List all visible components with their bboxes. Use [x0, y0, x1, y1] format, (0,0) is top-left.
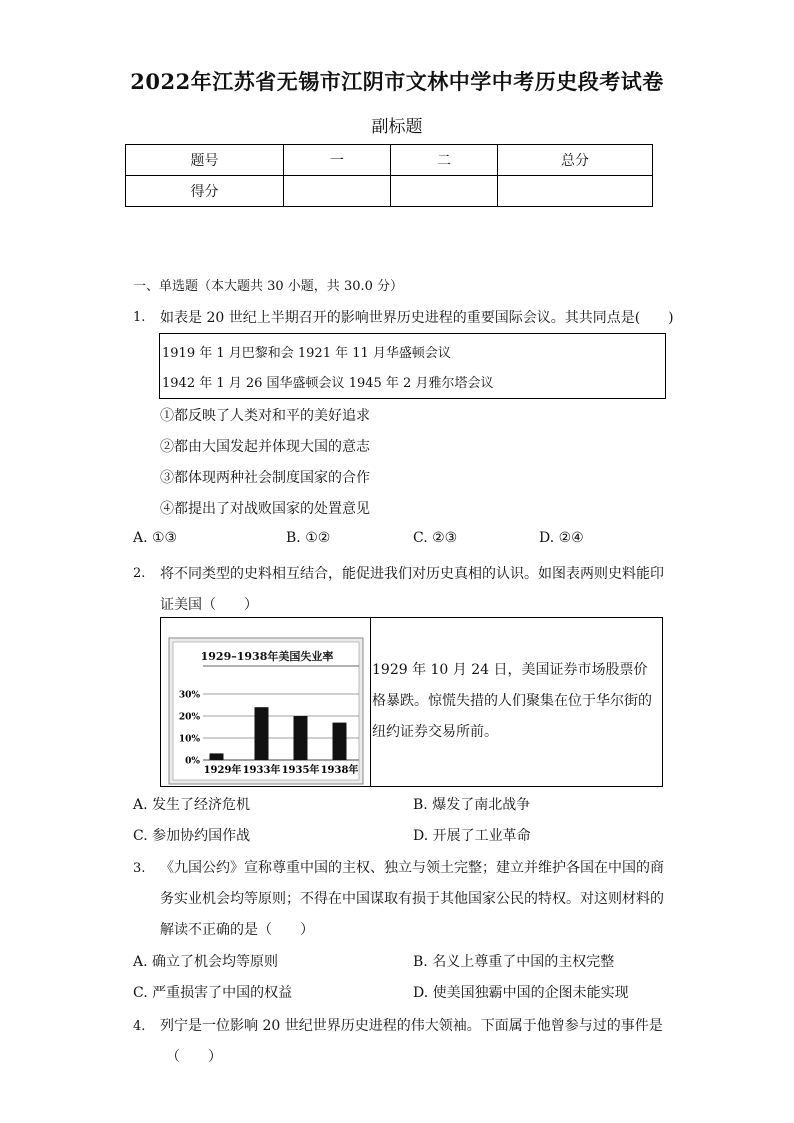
statement: ③都体现两种社会制度国家的合作 — [160, 470, 370, 486]
table-row — [126, 145, 653, 176]
option-c[interactable]: C. 参加协约国作战 — [133, 828, 251, 844]
statement: ②都由大国发起并体现大国的意志 — [160, 439, 370, 455]
unemployment-chart — [163, 636, 368, 786]
question-number: 2. — [133, 566, 146, 581]
section-heading: 一、单选题（本大题共 30 小题，共 30.0 分） — [133, 279, 404, 294]
statement: ①都反映了人类对和平的美好追求 — [160, 408, 370, 424]
option-c[interactable]: C. 严重损害了中国的权益 — [133, 985, 293, 1001]
y-tick-label: 30% — [178, 690, 200, 701]
y-tick-label: 0% — [185, 756, 200, 767]
option-a[interactable]: A. ①③ — [133, 530, 178, 546]
question-number: 1. — [133, 310, 146, 325]
table-row — [126, 176, 653, 207]
bar-1935年 — [294, 716, 308, 760]
option-b[interactable]: B. 爆发了南北战争 — [413, 797, 531, 813]
option-d[interactable]: D. 使美国独霸中国的企图未能实现 — [413, 985, 629, 1001]
material-table — [160, 617, 663, 787]
option-b[interactable]: B. ①② — [286, 530, 331, 546]
x-tick-label: 1935年 — [281, 765, 320, 776]
table-line: 1919 年 1 月巴黎和会 1921 年 11 月华盛顿会议 — [162, 346, 451, 361]
option-d[interactable]: D. ②④ — [539, 530, 584, 546]
question-number: 4. — [133, 1019, 146, 1034]
score-input-cell[interactable] — [498, 176, 653, 207]
bar-1933年 — [255, 707, 269, 760]
table-cell: 得分 — [126, 176, 284, 207]
x-tick-label: 1929年 — [203, 765, 242, 776]
bar-1929年 — [210, 753, 224, 760]
y-tick-label: 20% — [178, 712, 200, 723]
score-table — [125, 144, 653, 207]
x-tick-label: 1933年 — [242, 765, 281, 776]
question-stem: 解读不正确的是（ ） — [160, 922, 314, 938]
exam-title: 2022年江苏省无锡市江阴市文林中学中考历史段考试卷 — [130, 69, 664, 94]
option-c[interactable]: C. ②③ — [413, 530, 458, 546]
question-stem: 证美国（ ） — [160, 597, 258, 613]
score-input-cell[interactable] — [391, 176, 498, 207]
table-cell: 题号 — [126, 145, 284, 176]
score-input-cell[interactable] — [284, 176, 391, 207]
table-cell: 总分 — [498, 145, 653, 176]
table-cell: 一 — [284, 145, 391, 176]
statement: ④都提出了对战败国家的处置意见 — [160, 501, 370, 517]
option-a[interactable]: A. 确立了机会均等原则 — [133, 954, 279, 970]
option-d[interactable]: D. 开展了工业革命 — [413, 828, 531, 844]
material-text: 1929 年 10 月 24 日，美国证券市场股票价格暴跌。惊慌失措的人们聚集在位于华尔街的纽约证券交易所前。 — [372, 662, 652, 740]
bar-1938年 — [333, 723, 347, 760]
table-divider — [370, 618, 371, 786]
question-stem: 将不同类型的史料相互结合，能促进我们对历史真相的认识。如图表两则史料能印 — [160, 566, 664, 582]
table-cell: 二 — [391, 145, 498, 176]
y-tick-label: 10% — [178, 734, 200, 745]
question-stem: 《九国公约》宣称尊重中国的主权、独立与领土完整；建立并维护各国在中国的商 — [160, 860, 664, 876]
x-tick-label: 1938年 — [320, 765, 359, 776]
table-line: 1942 年 1 月 26 国华盛顿会议 1945 年 2 月雅尔塔会议 — [162, 376, 494, 391]
chart-title: 1929–1938年美国失业率 — [200, 650, 334, 663]
exam-subtitle: 副标题 — [371, 117, 423, 137]
question-stem: 列宁是一位影响 20 世纪世界历史进程的伟大领袖。下面属于他曾参与过的事件是 — [160, 1018, 663, 1034]
option-b[interactable]: B. 名义上尊重了中国的主权完整 — [413, 954, 615, 970]
question-stem: 务实业机会均等原则；不得在中国谋取有损于其他国家公民的特权。对这则材料的 — [160, 891, 664, 907]
option-a[interactable]: A. 发生了经济危机 — [133, 797, 251, 813]
conference-table — [159, 333, 666, 399]
question-number: 3. — [133, 861, 146, 876]
question-stem: 如表是 20 世纪上半期召开的影响世界历史进程的重要国际会议。其共同点是( ) — [160, 310, 674, 326]
question-stem: （ ） — [166, 1049, 222, 1065]
